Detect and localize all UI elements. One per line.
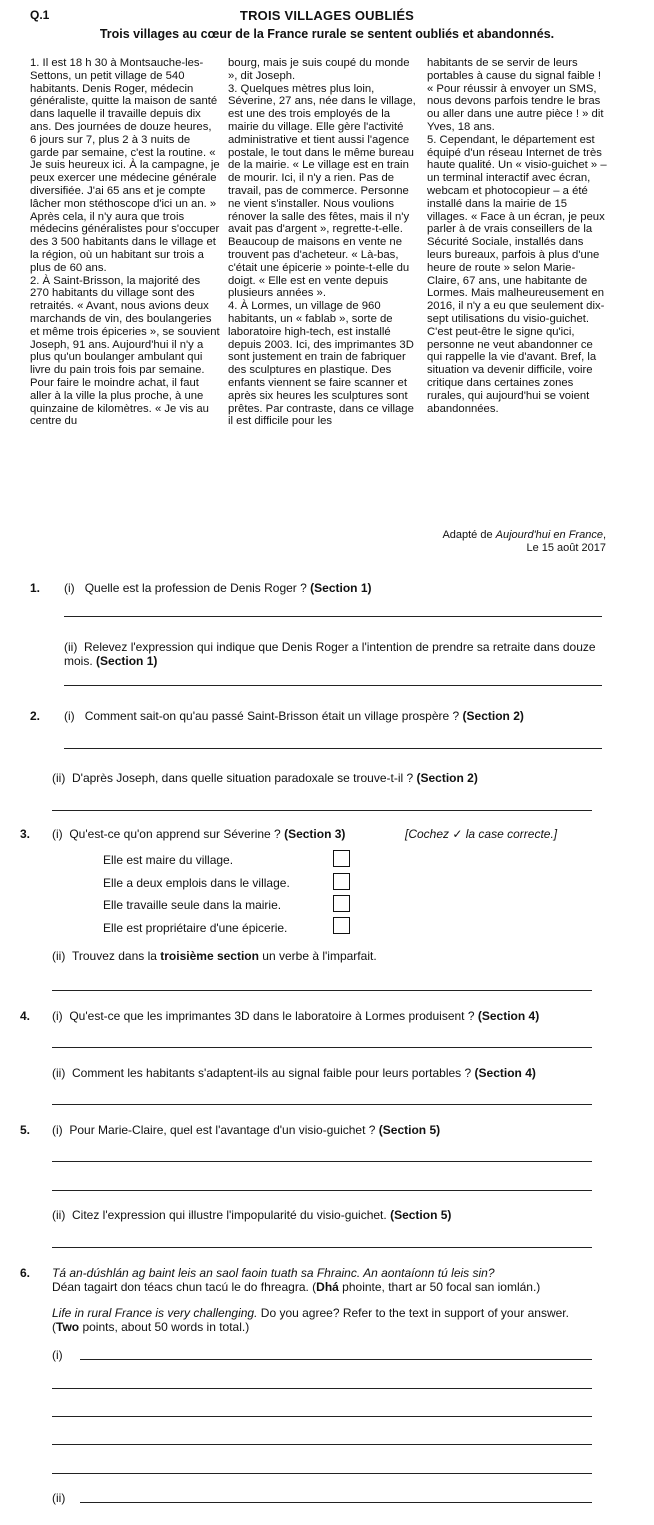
q6-i-answer-line-4[interactable] [52,1444,592,1445]
article-column-3 [427,57,607,415]
q3-option-3-label: Elle travaille seule dans la mairie. [103,898,282,912]
q6-i-label: (i) [52,1348,63,1362]
q6-i-answer-line-2[interactable] [52,1388,592,1389]
q5-ii-answer-line[interactable] [52,1247,592,1248]
article-subtitle: Trois villages au cœur de la France rurale se sentent oubliés et abandonnés. [99,27,555,41]
section-2-continued-text: bourg, mais je suis coupé du monde », dit Joseph. [228,57,410,82]
article-credit [410,529,606,555]
q4-number: 4. [20,1009,31,1023]
q6-irish-line-2: Déan tagairt don téacs chun tacú le do fhreagra. (Dhá phointe, thart ar 50 focal san iomlán.) [52,1280,541,1294]
q1-number: 1. [30,581,41,595]
q6-number: 6. [20,1266,31,1280]
q6-i-answer-line-1[interactable] [80,1359,592,1360]
q1-i: (i) Quelle est la profession de Denis Roger ? (Section 1) [64,581,372,595]
credit-date: Le 15 août 2017 [526,542,606,554]
q5-i-answer-line-1[interactable] [52,1161,592,1162]
q1-ii-answer-line[interactable] [64,685,602,686]
q2-ii-answer-line[interactable] [52,810,592,811]
q2-number: 2. [30,709,41,723]
q3-option-1-checkbox[interactable] [333,850,350,867]
q2-i: (i) Comment sait-on qu'au passé Saint-Brisson était un village prospère ? (Section 2) [64,709,524,723]
q3-option-3-checkbox[interactable] [333,895,350,912]
q5-number: 5. [20,1123,31,1137]
q3-instruction: [Cochez ✓ la case correcte.] [405,827,558,841]
q6-i-answer-line-3[interactable] [52,1416,592,1417]
section-3-text: 3. Quelques mètres plus loin, Séverine, 27 ans, née dans le village, est une des trois employés de la mairie du village. Elle gère l'activité administrative et tient aussi l'agence postale, le tout dans le même bureau de la mairie. « Le village est en train de mourir. Ici, il n'y a rien. Pas de travail, pas de commerce. Personne ne vient s'installer. Nous voulions rénover la salle des fêtes, mais il n'y avait pas d'argent », regrette-t-elle. Beaucoup de maisons en vente ne trouvent pas d'acheteur. « Là-bas, c'était une épicerie » pointe-t-elle du doigt. « Elle est en vente depuis plusieurs années ». [228,82,416,300]
section-4-text: 4. À Lormes, un village de 960 habitants, un « fablab », sorte de laboratoire high-tech, est installé depuis 2003. Ici, des imprimantes 3D sont justement en train de fabriquer des sculptures en plastique. Des enfants viennent se faire scanner et après six heures les sculptures sont prêtes. Par contraste, dans ce village il est difficile pour les [228,300,414,428]
q3-ii-answer-line[interactable] [52,990,592,991]
section-4-continued-text: habitants de se servir de leurs portables à cause du signal faible ! « Pour réussir à envoyer un SMS, nous devons parfois tendre le bras ou aller dans une autre pièce ! » dit Yves, 18 ans. [427,57,604,133]
article-column-2 [228,57,418,428]
q5-i: (i) Pour Marie-Claire, quel est l'avantage d'un visio-guichet ? (Section 5) [52,1123,441,1137]
q6-irish-prompt [52,1266,612,1294]
q4-i-answer-line[interactable] [52,1047,592,1048]
q3-option-1-label: Elle est maire du village. [103,853,234,867]
q6-ii-label: (ii) [52,1491,66,1505]
credit-source: Aujourd'hui en France [495,529,603,541]
credit-prefix: Adapté de [442,529,496,541]
q5-i-answer-line-2[interactable] [52,1190,592,1191]
q6-irish-line-1: Tá an-dúshlán ag baint leis an saol faoin tuath sa Fhrainc. An aontaíonn tú leis sin? [52,1266,495,1280]
q3-option-2-label: Elle a deux emplois dans le village. [103,876,290,890]
q3-option-2-checkbox[interactable] [333,873,350,890]
q3-i: (i) Qu'est-ce qu'on apprend sur Séverine ? (Section 3) [52,827,346,841]
q4-ii-answer-line[interactable] [52,1104,592,1105]
question-number: Q.1 [30,8,50,22]
q1-ii: (ii) Relevez l'expression qui indique que Denis Roger a l'intention de prendre sa retraite dans douze mois. (Section 1) [64,640,596,668]
section-1-text: 1. Il est 18 h 30 à Montsauche-les-Settons, un petit village de 540 habitants. Denis Roger, médecin généraliste, quitte la maison de santé dans laquelle il travaille depuis dix ans. Des journées de douze heures, 6 jours sur 7, plus 2 à 3 nuits de garde par semaine, c'est la routine. « Je suis heureux ici. À la campagne, je peux exercer une médecine générale diversifiée. J'ai 65 ans et je compte lâcher mon stéthoscope d'ici un an. » Après cela, il n'y aura que trois médecins généralistes pour s'occuper des 3 500 habitants dans le village et la région, où un habitant sur trois a plus de 60 ans. [30,57,220,274]
q2-ii: (ii) D'après Joseph, dans quelle situation paradoxale se trouve-t-il ? (Section 2) [52,771,478,785]
article-column-1 [30,57,220,428]
q6-english-prompt: Life in rural France is very challenging. Do you agree? Refer to the text in support of your answer. (Two points, about 50 words in total.) [52,1306,569,1334]
q3-option-4-label: Elle est propriétaire d'une épicerie. [103,921,288,935]
q4-i: (i) Qu'est-ce que les imprimantes 3D dans le laboratoire à Lormes produisent ? (Section 4) [52,1009,540,1023]
article-title: TROIS VILLAGES OUBLIÉS [239,8,415,23]
q6-i-answer-line-5[interactable] [52,1473,592,1474]
q3-number: 3. [20,827,31,841]
q3-option-4-checkbox[interactable] [333,917,350,934]
q2-i-answer-line[interactable] [64,748,602,749]
q3-ii: (ii) Trouvez dans la troisième section un verbe à l'imparfait. [52,949,377,963]
credit-suffix: , [602,529,606,541]
q6-ii-answer-line-1[interactable] [80,1502,592,1503]
q5-ii: (ii) Citez l'expression qui illustre l'impopularité du visio-guichet. (Section 5) [52,1208,452,1222]
q1-i-answer-line[interactable] [64,616,602,617]
section-5-text: 5. Cependant, le département est équipé d'un réseau Internet de très haute qualité. Un « visio-guichet » – un terminal interactif avec écran, webcam et photocopieur – a été installé dans la mairie de 15 villages. « Face à un écran, je peux parler à de vrais conseillers de la Sécurité Sociale, installés dans leurs bureaux, parfois à plus d'une heure de route » selon Marie-Claire, 67 ans, une habitante de Lormes. Mais malheureusement en 2016, il n'y a eu que seulement dix-sept utilisations du visio-guichet. C'est peut-être le signe qu'ici, personne ne veut abandonner ce qui rappelle la vie d'avant. Bref, la situation va devenir difficile, voire critique dans certaines zones rurales, qui aujourd'hui se voient abandonnées. [427,133,607,415]
q4-ii: (ii) Comment les habitants s'adaptent-ils au signal faible pour leurs portables ? (Section 4) [52,1066,536,1080]
section-2-text: 2. À Saint-Brisson, la majorité des 270 habitants du village sont des retraités. « Avant, nous avions deux marchands de vin, des boulangeries et même trois épiceries », se souvient Joseph, 91 ans. Aujourd'hui il n'y a plus qu'un boulanger ambulant qui livre du pain trois fois par semaine. Pour faire le moindre achat, il faut aller à la ville la plus proche, à une quinzaine de kilomètres. « Je vis au centre du [30,274,220,428]
